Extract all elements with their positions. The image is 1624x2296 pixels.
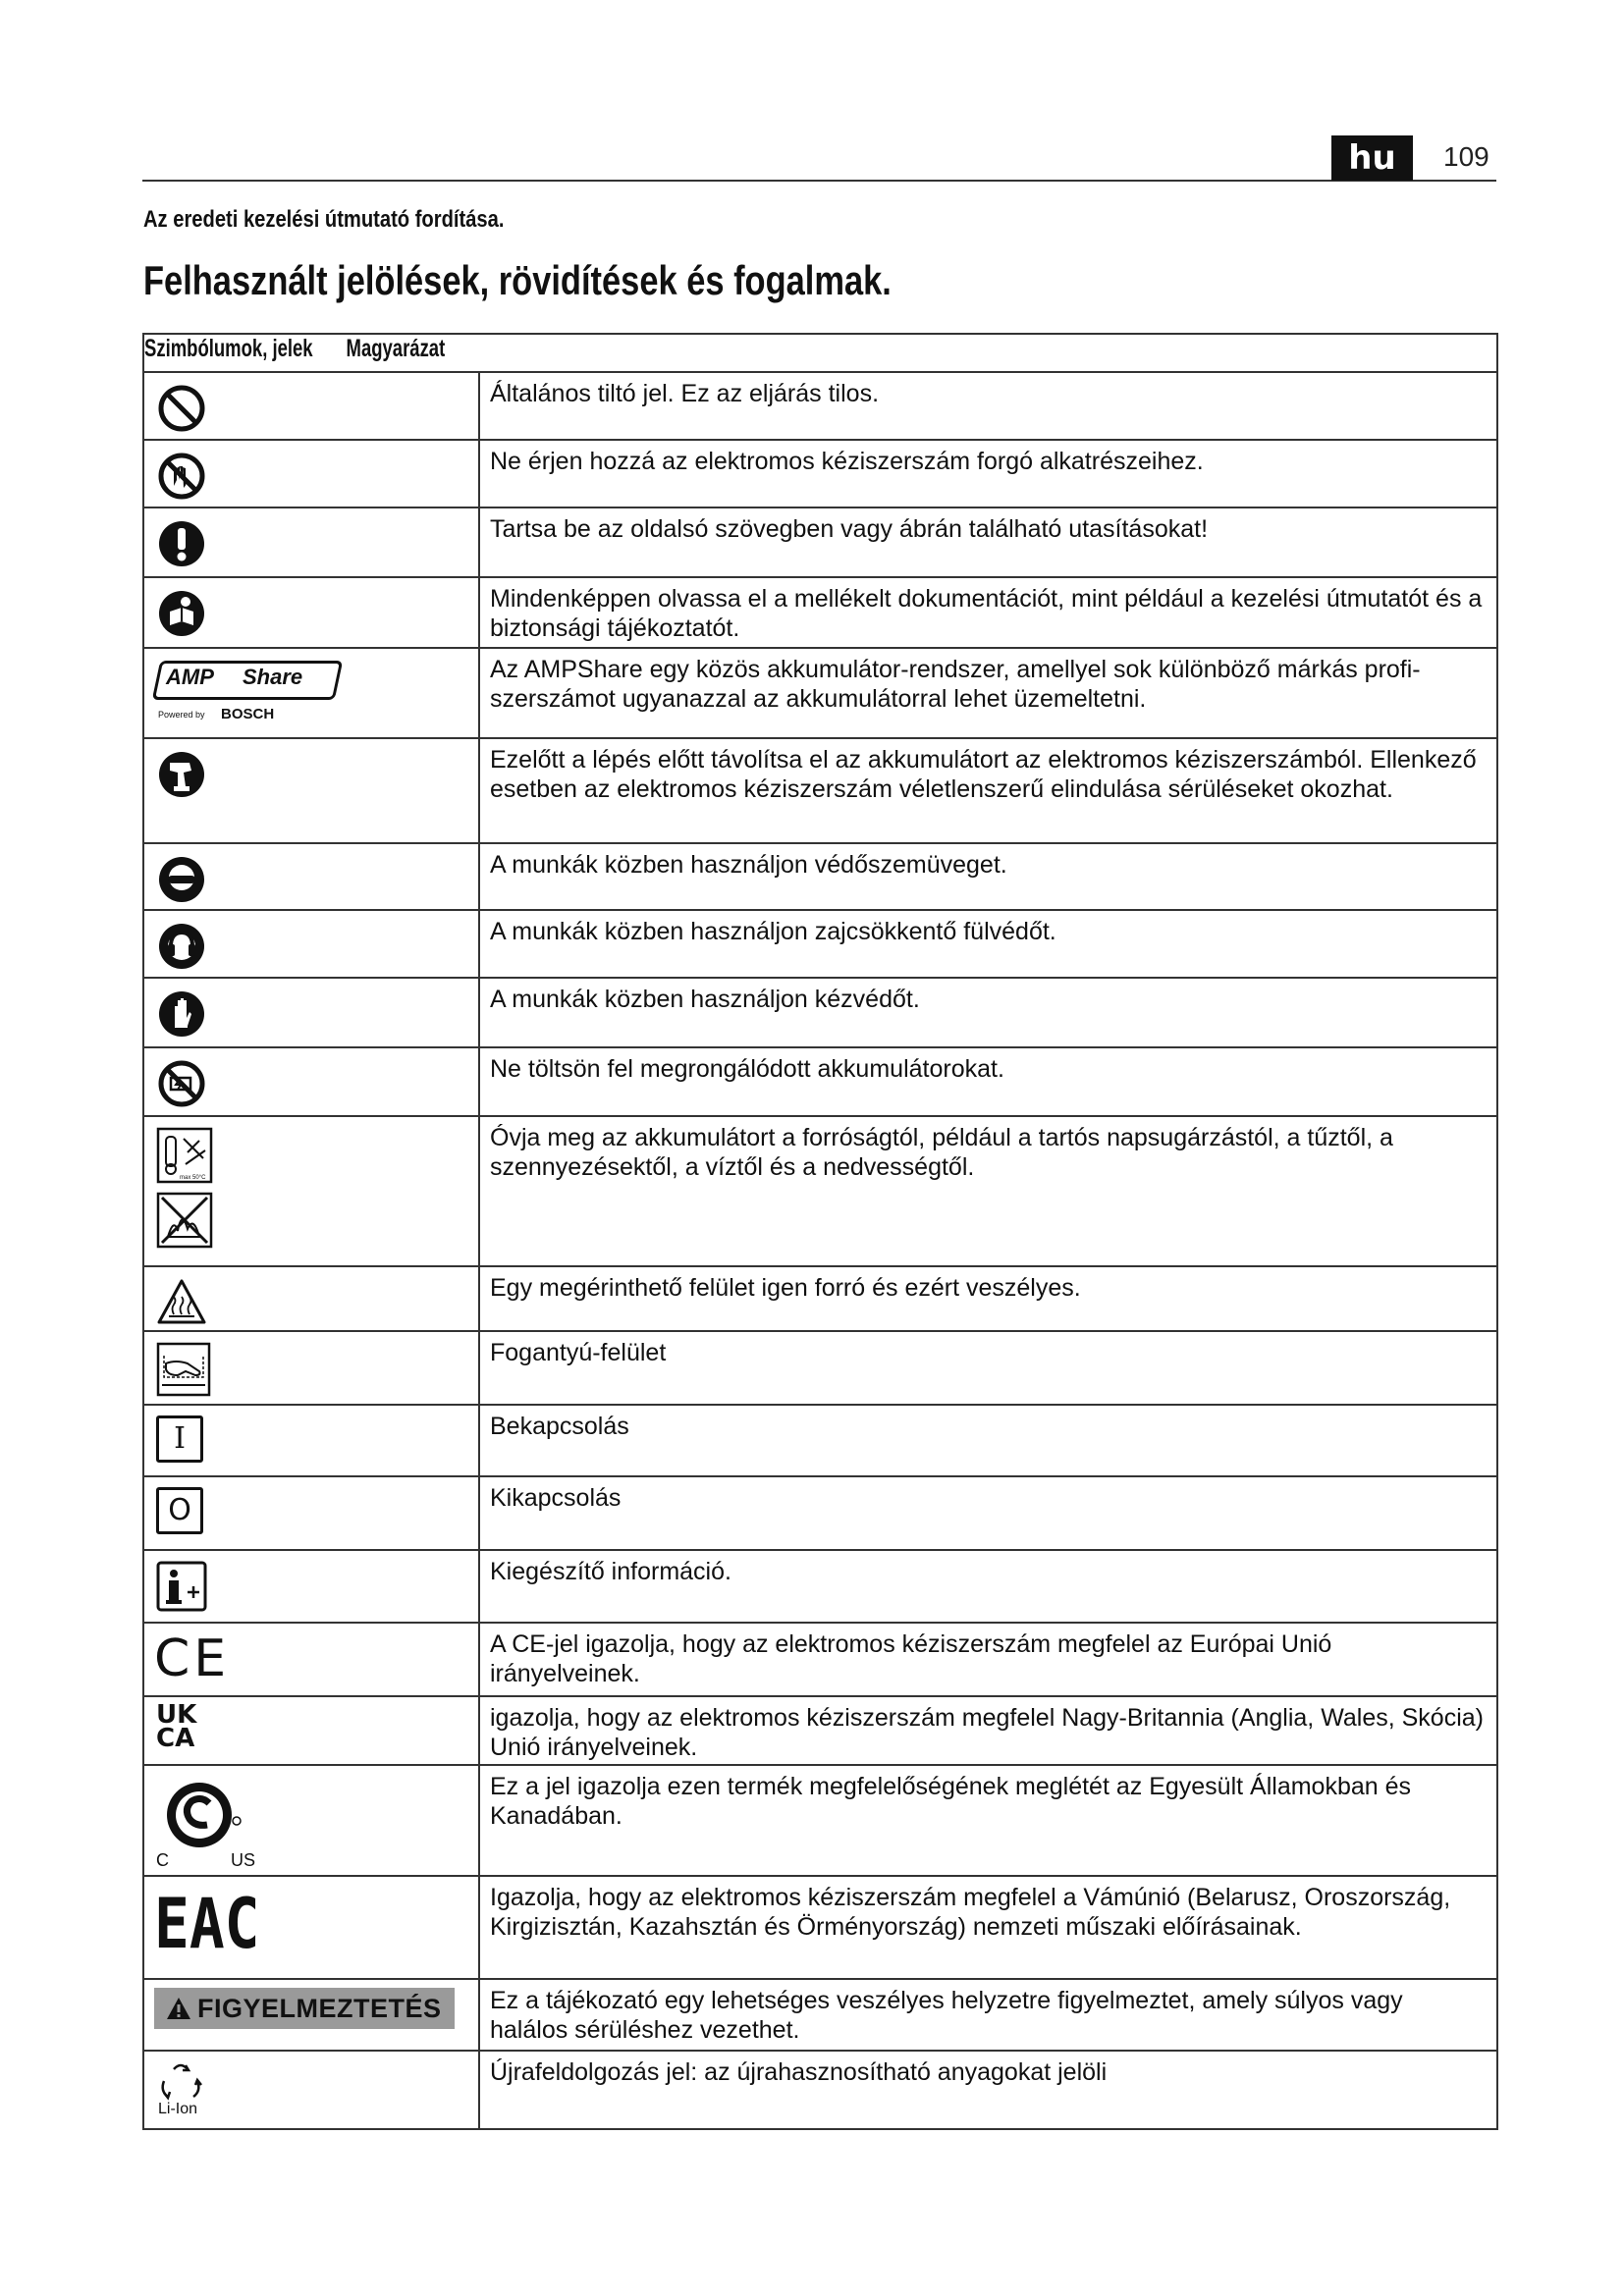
description-cell: Mindenképpen olvassa el a mellékelt dokumentációt, mint például a kezelési útmutatót és a biztonsági tájékoztatót. xyxy=(479,577,1497,648)
warning-badge-label: FIGYELMEZTETÉS xyxy=(197,1994,442,2023)
description-cell: Ez a jel igazolja ezen termék megfelelőségének meglétét az Egyesült Államokban és Kanadában. xyxy=(479,1765,1497,1876)
symbol-cell xyxy=(143,440,479,507)
bosch-brand: BOSCH xyxy=(221,706,275,722)
description-cell: Az AMPShare egy közös akkumulátor-rendszer, amellyel sok különböző márkás profi-szerszámot ugyanazzal az akkumulátorral lehet üzemeltetni. xyxy=(479,648,1497,738)
description-cell: igazolja, hogy az elektromos kéziszerszám megfelel Nagy-Britannia (Anglia, Wales, Skócia) Unió irányelveinek. xyxy=(479,1696,1497,1765)
table-row xyxy=(143,843,1497,910)
table-row xyxy=(143,1047,1497,1116)
description-cell: A munkák közben használjon védőszemüveget. xyxy=(479,843,1497,910)
table-row xyxy=(143,2051,1497,2129)
table-row xyxy=(143,440,1497,507)
description-cell: Újrafeldolgozás jel: az újrahasznosítható anyagokat jelöli xyxy=(479,2051,1497,2129)
header-rule xyxy=(142,180,1496,182)
recycling-li-ion-icon xyxy=(156,2059,205,2105)
table-row xyxy=(143,1405,1497,1476)
symbol-cell xyxy=(143,1405,479,1476)
csa-c-label: C xyxy=(156,1850,169,1870)
mandatory-exclamation-icon xyxy=(156,518,207,569)
symbol-cell xyxy=(143,1266,479,1331)
table-row xyxy=(143,1623,1497,1696)
ukca-mark-icon xyxy=(156,1700,197,1753)
symbol-cell xyxy=(143,1331,479,1405)
table-row xyxy=(143,1696,1497,1765)
symbol-cell xyxy=(143,1765,479,1876)
ampshare-logo-text2: Share xyxy=(243,665,303,689)
description-cell: Fogantyú-felület xyxy=(479,1331,1497,1405)
description-cell: Bekapcsolás xyxy=(479,1405,1497,1476)
li-ion-label: Li-Ion xyxy=(158,2101,198,2117)
battery-max-temp-label: max 50°C xyxy=(180,1175,206,1181)
symbol-cell xyxy=(143,1696,479,1765)
description-cell: Kiegészítő információ. xyxy=(479,1550,1497,1623)
description-cell: Egy megérinthető felület igen forró és ezért veszélyes. xyxy=(479,1266,1497,1331)
table-row xyxy=(143,978,1497,1047)
table-row xyxy=(143,1765,1497,1876)
language-badge: hu xyxy=(1331,135,1413,181)
symbol-cell xyxy=(143,1979,479,2051)
page-number: 109 xyxy=(1443,141,1489,172)
table-row xyxy=(143,1876,1497,1979)
table-row xyxy=(143,577,1497,648)
symbol-cell xyxy=(143,1550,479,1623)
no-touch-rotating-parts-icon xyxy=(156,451,207,502)
grip-surface-icon xyxy=(156,1342,211,1397)
symbol-cell xyxy=(143,648,479,738)
table-header xyxy=(143,334,1497,372)
table-row xyxy=(143,1476,1497,1550)
safety-goggles-icon xyxy=(156,854,207,905)
ukca-line1: UK xyxy=(156,1700,197,1730)
table-row xyxy=(143,1116,1497,1266)
table-row xyxy=(143,507,1497,577)
symbol-cell xyxy=(143,843,479,910)
col-meaning-header: Magyarázat xyxy=(346,335,446,362)
remove-battery-icon xyxy=(156,749,207,800)
warning-badge xyxy=(154,1988,455,2029)
symbol-cell xyxy=(143,577,479,648)
symbol-cell xyxy=(143,738,479,843)
switch-on-icon xyxy=(156,1415,203,1463)
symbol-cell xyxy=(143,1116,479,1266)
csa-us-label: US xyxy=(231,1850,256,1870)
subtitle: Az eredeti kezelési útmutató fordítása. xyxy=(143,206,505,233)
table-row xyxy=(143,1979,1497,2051)
description-cell: Ne töltsön fel megrongálódott akkumulátorokat. xyxy=(479,1047,1497,1116)
table-row xyxy=(143,910,1497,978)
col-symbol-header: Szimbólumok, jelek xyxy=(144,335,313,362)
hot-surface-icon xyxy=(156,1277,207,1328)
table-row xyxy=(143,372,1497,440)
table-row xyxy=(143,1266,1497,1331)
description-cell: Általános tiltó jel. Ez az eljárás tilos. xyxy=(479,372,1497,440)
table-header-row xyxy=(143,334,1497,372)
description-cell: Igazolja, hogy az elektromos kéziszerszám megfelel a Vámúnió (Belarusz, Oroszország, Kirgizisztán, Kazahsztán és Örményország) nemzeti műszaki előírásainak. xyxy=(479,1876,1497,1979)
symbol-cell xyxy=(143,910,479,978)
table-row xyxy=(143,648,1497,738)
symbol-cell xyxy=(143,978,479,1047)
csa-mark-icon xyxy=(164,1780,243,1858)
description-cell: Óvja meg az akkumulátort a forróságtól, például a tartós napsugárzástól, a tűztől, a szennyezésektől, a víztől és a nedvességtől. xyxy=(479,1116,1497,1266)
description-cell: A munkák közben használjon zajcsökkentő fülvédőt. xyxy=(479,910,1497,978)
ukca-line2: CA xyxy=(156,1724,195,1753)
description-cell: Tartsa be az oldalsó szövegben vagy ábrán található utasításokat! xyxy=(479,507,1497,577)
ampshare-logo-text: AMP xyxy=(166,665,214,689)
table-row xyxy=(143,1550,1497,1623)
description-cell: Ez a tájékozató egy lehetséges veszélyes helyzetre figyelmeztet, amely súlyos vagy halálos sérüléshez vezethet. xyxy=(479,1979,1497,2051)
ampshare-powered-by: Powered by xyxy=(158,710,205,720)
description-cell: Ezelőtt a lépés előtt távolítsa el az akkumulátort az elektromos kéziszerszámból. Ellenkező esetben az elektromos kéziszerszám véletlenszerű elindulása sérüléseket okozhat. xyxy=(479,738,1497,843)
symbols-table xyxy=(142,333,1498,2130)
symbol-cell xyxy=(143,1047,479,1116)
switch-off-label: O xyxy=(168,1493,191,1527)
symbol-cell xyxy=(143,2051,479,2129)
prohibition-icon xyxy=(156,383,207,434)
description-cell: A munkák közben használjon kézvédőt. xyxy=(479,978,1497,1047)
battery-heat-water-icon xyxy=(156,1127,215,1251)
read-manual-icon xyxy=(156,588,207,639)
symbol-cell xyxy=(143,507,479,577)
switch-on-label: I xyxy=(174,1421,186,1456)
table-row xyxy=(143,1331,1497,1405)
warning-triangle-icon xyxy=(166,1997,191,2020)
ce-mark-icon: CE xyxy=(154,1629,231,1688)
ear-protection-icon xyxy=(156,921,207,972)
symbol-cell xyxy=(143,1623,479,1696)
description-cell: A CE-jel igazolja, hogy az elektromos kéziszerszám megfelel az Európai Unió irányelveinek. xyxy=(479,1623,1497,1696)
info-plus-icon xyxy=(156,1561,209,1614)
switch-off-icon xyxy=(156,1487,203,1534)
gloves-icon xyxy=(156,988,207,1040)
description-cell: Kikapcsolás xyxy=(479,1476,1497,1550)
symbol-cell xyxy=(143,1476,479,1550)
symbol-cell xyxy=(143,1876,479,1979)
page-title: Felhasznált jelölések, rövidítések és fogalmak. xyxy=(143,257,892,303)
symbol-cell xyxy=(143,372,479,440)
eac-mark-icon: EAC xyxy=(154,1884,260,1964)
description-cell: Ne érjen hozzá az elektromos kéziszerszám forgó alkatrészeihez. xyxy=(479,440,1497,507)
table-row xyxy=(143,738,1497,843)
no-damaged-battery-charge-icon xyxy=(156,1058,207,1109)
